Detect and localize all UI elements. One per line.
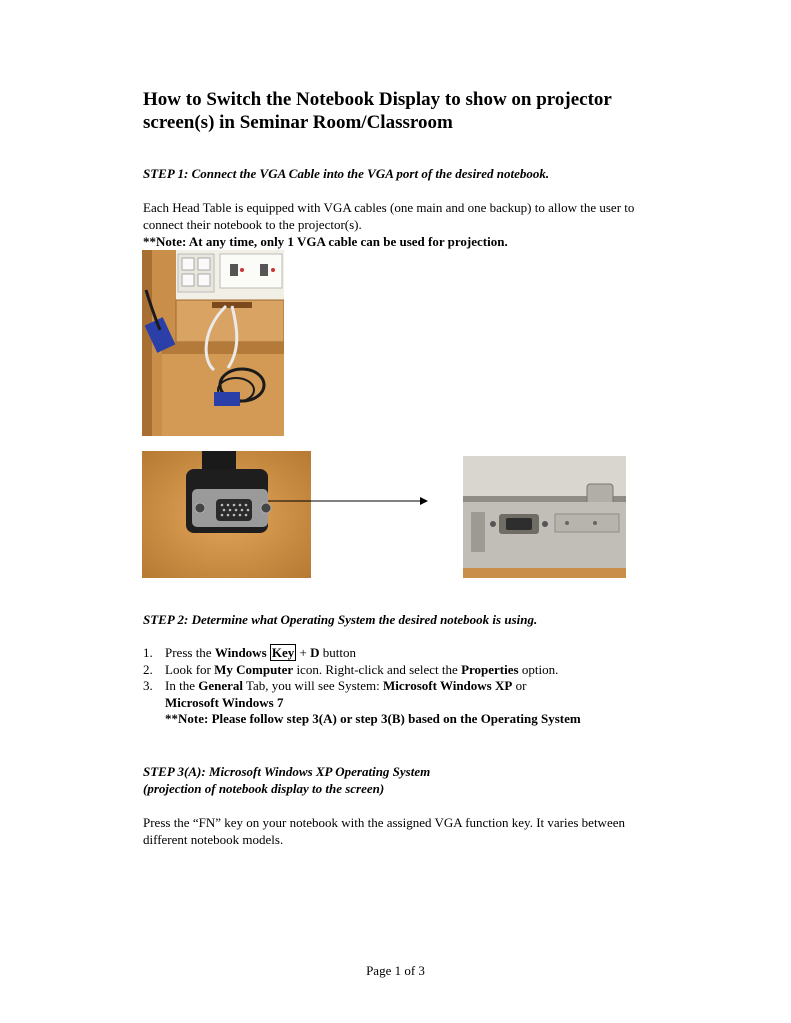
vga-connector-photo <box>142 451 311 578</box>
page-title: How to Switch the Notebook Display to show on projector screen(s) in Seminar Room/Classroom <box>143 89 612 133</box>
step1-heading: STEP 1: Connect the VGA Cable into the VGA port of the desired notebook. <box>143 166 550 181</box>
head-table-illustration <box>142 250 284 436</box>
notebook-port-illustration <box>463 456 626 578</box>
step2-note: **Note: Please follow step 3(A) or step 3(B) based on the Operating System <box>165 711 581 726</box>
head-table-photo <box>142 250 284 436</box>
arrow-icon <box>268 494 430 508</box>
step1-note: **Note: At any time, only 1 VGA cable can be used for projection. <box>143 234 508 249</box>
vga-connector-illustration <box>142 451 311 578</box>
list-item: 1. Press the Windows Key + D button <box>143 645 356 660</box>
step3a-heading: STEP 3(A): Microsoft Windows XP Operating System <box>143 764 431 779</box>
list-item: 3. In the General Tab, you will see System: Microsoft Windows XP or Microsoft Windows 7 **Note: Please follow step 3(A) or step 3(B) based on the Operating System <box>143 678 581 726</box>
key-label: Key <box>271 645 295 660</box>
page-number: Page 1 of 3 <box>366 963 425 978</box>
step3a-subheading: (projection of notebook display to the screen) <box>143 781 385 796</box>
step2-heading: STEP 2: Determine what Operating System the desired notebook is using. <box>143 612 538 627</box>
notebook-vga-port-photo <box>463 456 626 578</box>
step1-paragraph: Each Head Table is equipped with VGA cables (one main and one backup) to allow the user to connect their notebook to the projector(s). <box>143 200 635 232</box>
step2-list <box>143 645 663 728</box>
step3a-paragraph: Press the “FN” key on your notebook with the assigned VGA function key. It varies between different notebook models. <box>143 815 625 847</box>
list-item: 2. Look for My Computer icon. Right-click and select the Properties option. <box>143 661 559 677</box>
